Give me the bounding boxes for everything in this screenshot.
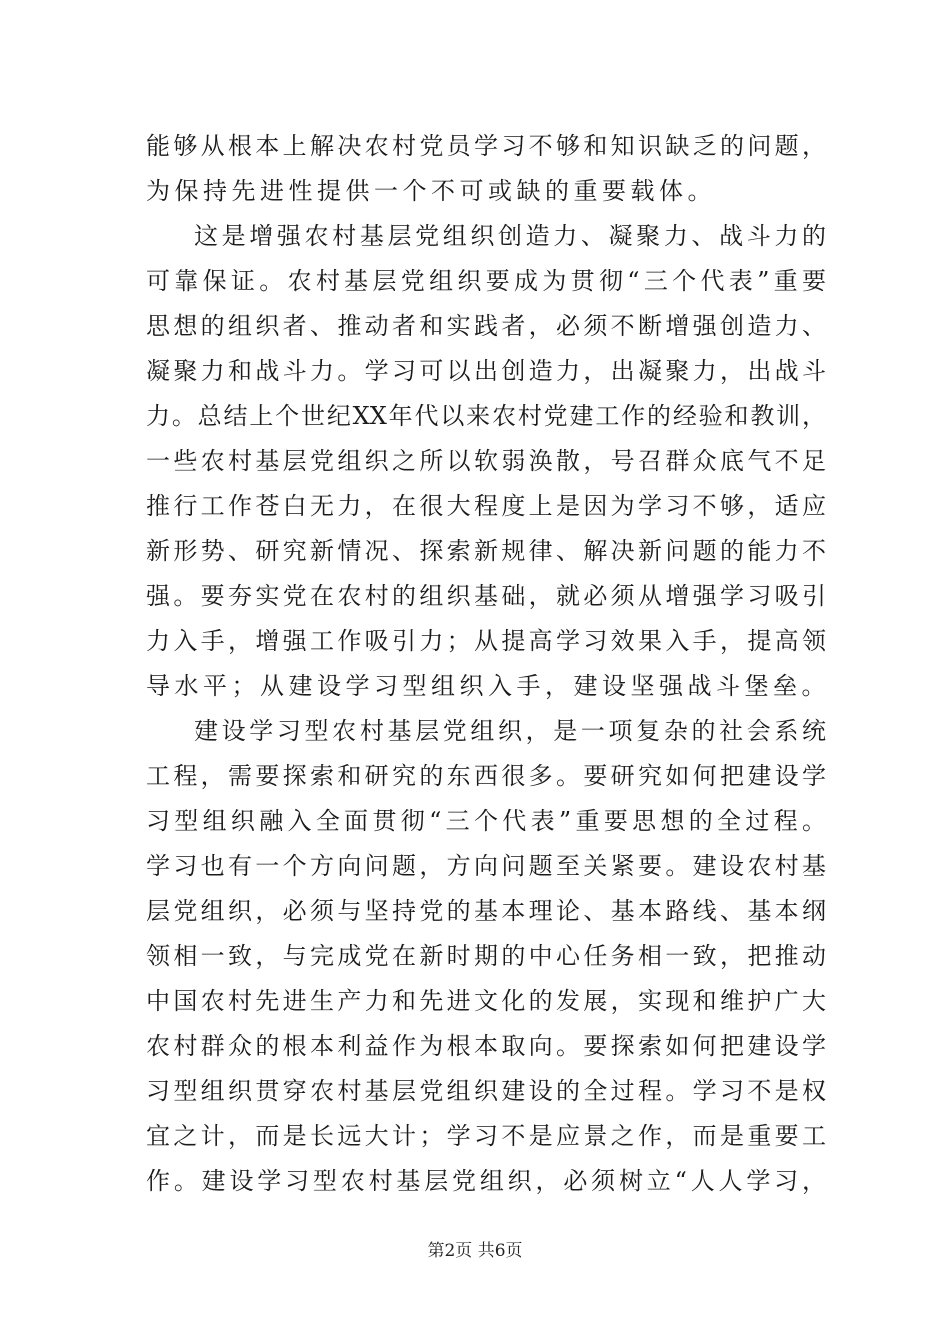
paragraph-first-line: 这是增强农村基层党组织创造力、凝聚力、战斗力的 <box>194 222 826 250</box>
text-line: 为保持先进性提供一个不可或缺的重要载体。 <box>146 177 716 205</box>
text-line: 习型组织融入全面贯彻“三个代表”重要思想的全过程。 <box>146 807 826 835</box>
text-line: 工程，需要探索和研究的东西很多。要研究如何把建设学 <box>146 762 826 790</box>
text-line: 领相一致，与完成党在新时期的中心任务相一致，把推动 <box>146 942 826 970</box>
text-line: 力入手，增强工作吸引力；从提高学习效果入手，提高领 <box>146 627 826 655</box>
text-line: 能够从根本上解决农村党员学习不够和知识缺乏的问题， <box>146 132 826 160</box>
text-line: 学习也有一个方向问题，方向问题至关紧要。建设农村基 <box>146 852 826 880</box>
text-line: 推行工作苍白无力，在很大程度上是因为学习不够，适应 <box>146 492 826 520</box>
text-line: 宜之计，而是长远大计；学习不是应景之作，而是重要工 <box>146 1122 826 1150</box>
text-line: 习型组织贯穿农村基层党组织建设的全过程。学习不是权 <box>146 1077 826 1105</box>
text-line: 强。要夯实党在农村的组织基础，就必须从增强学习吸引 <box>146 582 826 610</box>
text-line: 新形势、研究新情况、探索新规律、解决新问题的能力不 <box>146 537 826 565</box>
text-line: 可靠保证。农村基层党组织要成为贯彻“三个代表”重要 <box>146 267 826 295</box>
text-line: 一些农村基层党组织之所以软弱涣散，号召群众底气不足 <box>146 447 826 475</box>
text-line: 层党组织，必须与坚持党的基本理论、基本路线、基本纲 <box>146 897 826 925</box>
page-footer: 第2页 共6页 <box>427 1241 523 1261</box>
paragraph-first-line: 建设学习型农村基层党组织，是一项复杂的社会系统 <box>194 717 826 745</box>
text-line: 中国农村先进生产力和先进文化的发展，实现和维护广大 <box>146 987 826 1015</box>
text-line: 农村群众的根本利益作为根本取向。要探索如何把建设学 <box>146 1032 826 1060</box>
text-line: 思想的组织者、推动者和实践者，必须不断增强创造力、 <box>146 312 826 340</box>
text-line: 力。总结上个世纪XX年代以来农村党建工作的经验和教训， <box>146 402 826 430</box>
text-line: 作。建设学习型农村基层党组织，必须树立“人人学习， <box>146 1167 826 1195</box>
text-line: 凝聚力和战斗力。学习可以出创造力，出凝聚力，出战斗 <box>146 357 826 385</box>
text-line: 导水平；从建设学习型组织入手，建设坚强战斗堡垒。 <box>146 672 830 700</box>
